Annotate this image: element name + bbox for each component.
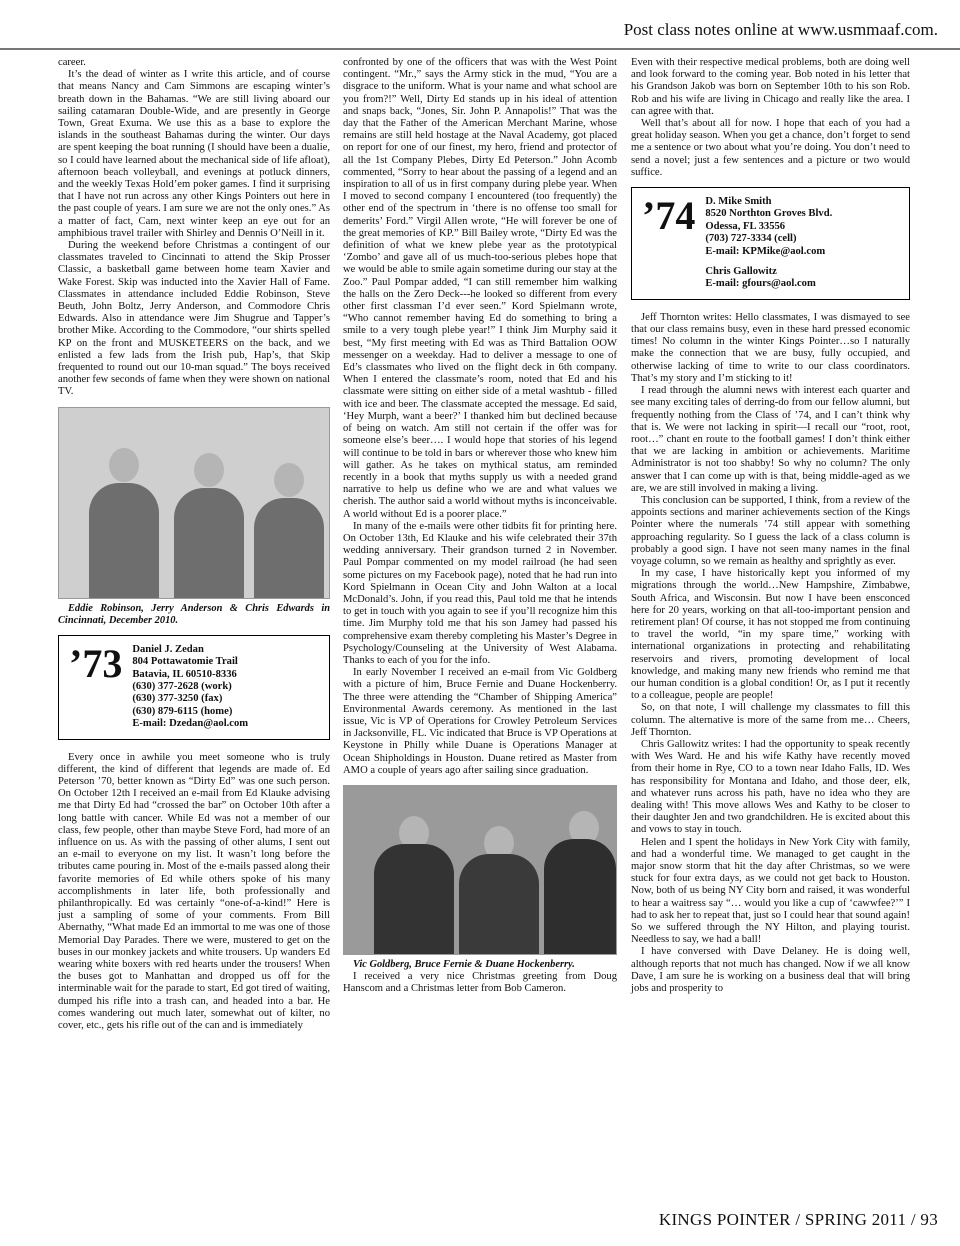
page-footer: KINGS POINTER / SPRING 2011 / 93 — [658, 1210, 938, 1229]
contact-name: D. Mike Smith — [705, 196, 772, 208]
contact-box-74 — [631, 187, 910, 300]
column-3 — [631, 57, 910, 995]
paragraph: Well that’s about all for now. I hope that each of you had a great holiday season. When you get a chance, don’t forget to send me a sentence or two about what you’re doing. You don’t need to send a novel; just a few sentences and a picture or two would suffice. — [631, 118, 910, 178]
contact-box-73 — [58, 635, 330, 740]
contact-email: E-mail: KPMike@aol.com — [705, 245, 826, 257]
contact-city: Batavia, IL 60510-8336 — [132, 668, 237, 680]
contact-info — [705, 196, 832, 291]
paragraph: In my case, I have historically kept you informed of my migrations through the world…New Hampshire, Zimbabwe, South Africa, and Wisconsin. But now I have been ensconced here for 20 years, working on that all-too-important pension and retirement plan! Of course, it has not stopped me from continuing to travel the world, “in my spare time,” working with international organizations in protecting and rehabilitating reservoirs and rivers, promoting development of local knowledge, and making many new friends who remind me that our human condition is a global condition! Or, as I put it recently to a colleague, people are people! — [631, 568, 910, 702]
paragraph: I read through the alumni news with interest each quarter and see many exciting tales of derring-do from our fellow alumni, but frequently nothing from the Class of ’74, and I can’t think why that is. We were not lacking in spirit—I recall our “root, root, root…” chant en route to the football games! I don’t think either that we are lacking in ambition or achievements. Maritime Administrator is not too shabby! So why no column? The only answer that I can come up with is that, being middle-aged as we are, we are still involved in making a living. — [631, 385, 910, 494]
paragraph: Every once in awhile you meet someone who is truly different, the kind of different that legends are made of. Ed Peterson ’70, better known as “Dirty Ed” was one such person. On October 12th I received an e-mail from Ed Klauke advising me that Dirty Ed had “crossed the bar” on October 10th after a long battle with cancer. While Ed was not a member of our class, few people, other than maybe Steve Ford, had more of an influence on us. As with the passing of other alums, I sent out an e-mail to everyone on my list. It wasn’t long before the tributes came pouring in. Most of the e-mails passed along their favorite memories of Ed while others spoke of his many accomplishments in later life, both professionally and philanthropically. Ed was certainly “one-of-a-kind!” Here is just a sampling of some of your comments. From Bill Abernathy, “What made Ed an immortal to me was one of those Memorial Day Parades. There we were, mustered to get on the buses in our monkey jackets and white trousers. Up wanders Ed wearing white boxers with red hearts under the trousers! When the buses got to Manhattan and dropped us off for the interminable wait for the parade to start, Ed got tired of waiting, dumped his rifle into a trash can, and headed into a bar. He comes wandering out much later, somewhat out of kilter, no cover, etc., gets his rifle out of the can and is immediately — [58, 751, 330, 1031]
paragraph: In early November I received an e-mail from Vic Goldberg with a picture of him, Bruce Fernie and Duane Hockenberry. The three were attending the “Chamber of Shipping America” Environmental Awards ceremony. As mentioned in the last issue, Vic is VP of Operations for Crowley Petroleum Services in Jacksonville, FL. Vic indicated that Bruce is VP Operations at Keystone in Philly while Duane is Operations Manager at Ocean Shipholdings in Houston. Duane retired as Master from AMO a couple of years ago after sailing since graduation. — [343, 667, 617, 776]
contact-email-2: E-mail: gfours@aol.com — [705, 278, 816, 290]
contact-home: (630) 879-6115 (home) — [132, 705, 233, 717]
paragraph: Jeff Thornton writes: Hello classmates, I was dismayed to see that our class remains busy, even in these hard pressed economic times! No column in the winter Kings Pointer…so I naturally make the connection that we are busy, fully occupied, and otherwise lacking of time to write to our class coordinators. That’s my story and I’m sticking to it! — [631, 311, 910, 384]
photo-caption: Vic Goldberg, Bruce Fernie & Duane Hockenberry. — [353, 958, 575, 970]
contact-address: 8520 Northton Groves Blvd. — [705, 208, 833, 220]
photo-cincinnati — [58, 407, 330, 599]
contact-fax: (630) 377-3250 (fax) — [132, 693, 223, 705]
photo-caption: Eddie Robinson, Jerry Anderson & Chris Edwards in Cincinnati, December 2010. — [58, 602, 330, 626]
paragraph: During the weekend before Christmas a contingent of our classmates traveled to Cincinnati to attend the Skip Prosser Classic, a basketball game between home team Xavier and Wake Forest. Skip was inducted into the Xavier Hall of Fame. Classmates in attendance included Eddie Robinson, Steve Beuth, John Boltz, Jerry Anderson, and Commodore Chris Edwards. Also in attendance were Jim Shugrue and Tapper’s brother Mike. According to the Commodore, “our shirts spelled KP on the front and MUSKETEERS on the back, and we enlisted a few lads from the Irish pub, Hap’s, that Skip frequented to round out our 10-man squad.” The boys received another few seconds of fame when they were shown on national TV. — [58, 240, 330, 398]
column-1 — [58, 57, 330, 1032]
paragraph: Even with their respective medical problems, both are doing well and look forward to the coming year. Bob noted in his letter that his Grandson Jakob was born on September 10th to his son Rob. Rob and his wife are living in Chicago and really like the area. I can agree with that. — [631, 57, 910, 117]
class-year: ’74 — [642, 193, 696, 239]
paragraph: I received a very nice Christmas greeting from Doug Hanscom and a Christmas letter from Bob Cameron. — [343, 970, 617, 995]
paragraph: Chris Gallowitz writes: I had the opportunity to speak recently with Wes Ward. He and his wife Kathy have recently moved from their home in Rye, CO to a town near Idaho Falls, ID. Wes has responsibility for Montana and Idaho, and those deer, elk, and whatever runs across his path, have no idea who they are dealing with! This move allows Wes and Kathy to be closer to their daughter Jen and two grandchildren. He is excited about this and vows to stay in touch. — [631, 738, 910, 836]
class-year: ’73 — [69, 640, 123, 686]
contact-name-2: Chris Gallowitz — [705, 266, 777, 278]
paragraph: career. — [58, 57, 86, 68]
photo-goldberg — [343, 785, 617, 955]
contact-city: Odessa, FL 33556 — [705, 220, 786, 232]
contact-info — [132, 644, 248, 731]
paragraph: I have conversed with Dave Delaney. He is doing well, although reports that not much has changed. Now if we all know Dave, I am sure he is working on a business deal that will bring jobs and prosperity to — [631, 946, 910, 995]
contact-phone: (630) 377-2628 (work) — [132, 680, 232, 692]
paragraph: It’s the dead of winter as I write this article, and of course that means Nancy and Cam Simmons are escaping winter’s breath down in the Bahamas. “We are still living aboard our sailing catamaran Double-Wide, and are presently in George Town, Great Exuma. We use this as a base to explore the islands in the southeast Bahamas during the winter. Our days are spent keeping the boat running (I should have been a dualie, so I could have learned about the mechanical side of life afloat), afternoon beach volleyball, and evenings at potluck dinners, and the weekly Texas Hold’em poker games. I find it surprising that I have not run across any other Kings Pointers out here in the past couple of years. I am sure we are not the only ones.” As a matter of fact, Cam, next winter keep an eye out for an amphibious travel trailer with Shirley and Dennis O’Neill in it. — [58, 69, 330, 239]
page-header: Post class notes online at www.usmmaaf.com. — [623, 20, 938, 39]
contact-address: 804 Pottawatomie Trail — [132, 656, 238, 668]
paragraph: So, on that note, I will challenge my classmates to fill this column. The alternative is more of the same from me… Cheers, Jeff Thornton. — [631, 702, 910, 738]
contact-email: E-mail: Dzedan@aol.com — [132, 718, 249, 730]
paragraph: Helen and I spent the holidays in New York City with family, and had a wonderful time. We managed to get caught in the major snow storm that hit the day after Christmas, so we were stuck for four extra days, as we could not get back to Houston. Now, both of us being NY City born and raised, it was wonderful to hear a waitress say “… would you like a cup of ‘cawwfee?’” I had to ask her to repeat that, just so I could hear that sound again! So we suffered through the NY Hilton, and playing tourist. Needless to say, we had a ball! — [631, 836, 910, 946]
paragraph: confronted by one of the officers that was with the West Point contingent. “Mr.,” says the Army stick in the mud, “You are a disgrace to the uniform. What is your name and what school are you from?!” Well, Dirty Ed stands up in his ideal of attention and snaps back, “Jones, Sir. John P. Annapolis!” That was the day that the Father of the American Merchant Marine, whose remains are still held hostage at the Naval Academy, got placed on report for one of our finest, my hero, friend and protector of all the 1st Company Plebes, Dirty Ed Peterson.” John Acomb commented, “Sorry to hear about the passing of a legend and an inspiration to all of us in first company during plebe year. When I moved to second company I encountered (too frequently) the other end of the spectrum in ‘there is no offense too small for demerits’ Ford.” Virgil Allen wrote, “He will forever be one of the great memories of KP.” Bill Bailey wrote, “Dirty Ed was the definition of what we knew plebe year as the prototypical ‘Zombo’ and gave all of us much-too-serious plebes hope that we would be able to smile again sometime during our stay at the Zoo.” Paul Pompar added, “I can still remember him walking the halls on the Zero Deck---he looked so different from every other first classman I’d ever seen.” Kord Spielmann wrote, “Who cannot remember having Ed do something to bring a smile to a very tough plebe year!” I think Jim Murphy said it best, “My first meeting with Ed was as Third Battalion OOW messenger on a weekday. Had to deliver a message to one of Ed’s classmates who lived on the flight deck in 6th company. When I entered the classmate’s room, noted that Ed and his classmate were sitting on either side of a metal washtub - filled with ice and beer. The classmate accepted the message. Ed said, ‘Hey Murph, want a beer?’ I thanked him but declined because of being on watch. Am still not certain if the offer was for someone else’s beer…. I would hope that stories of his legend will continue to be told in bars or wherever those who knew him will gather. As he takes on mythical status, am reminded recently in a book that myths supply us with a needed grand narrative to help us define who we are and what values we cherish. The author said a world without myths is inconceivable. A world without Ed is a poorer place.” — [343, 57, 617, 520]
paragraph: In many of the e-mails were other tidbits fit for printing here. On October 13th, Ed Klauke and his wife celebrated their 37th wedding anniversary. Their grandson turned 2 in November. Paul Pompar commented on my model railroad (he had seen some pictures on my Facebook page), noted that he had run into Kord Spielmann in Ocean City and John Walton at a local McDonald’s. John, if you read this, Paul told me that he intends to get in touch with you again to see if you’ll recognize him this time. Jim Murphy told me that his son Jamey had passed his comprehensive exam thereby completing his Master’s Degree in Psychology/Counseling at the University of West Alabama. Thanks to each of you for the info. — [343, 520, 617, 666]
contact-phone: (703) 727-3334 (cell) — [705, 233, 797, 245]
contact-name: Daniel J. Zedan — [132, 643, 204, 655]
paragraph: This conclusion can be supported, I think, from a review of the appoints sections and mariner achievements section of the Kings Pointer where the numerals ’74 still appear with something approaching regularity. So I guess the lack of a class column is probably a good sign. I have not seen many names in the final voyage column, so we remain as healthy and sprightly as ever. — [631, 494, 910, 567]
column-2 — [343, 57, 617, 995]
header-rule — [0, 48, 960, 50]
